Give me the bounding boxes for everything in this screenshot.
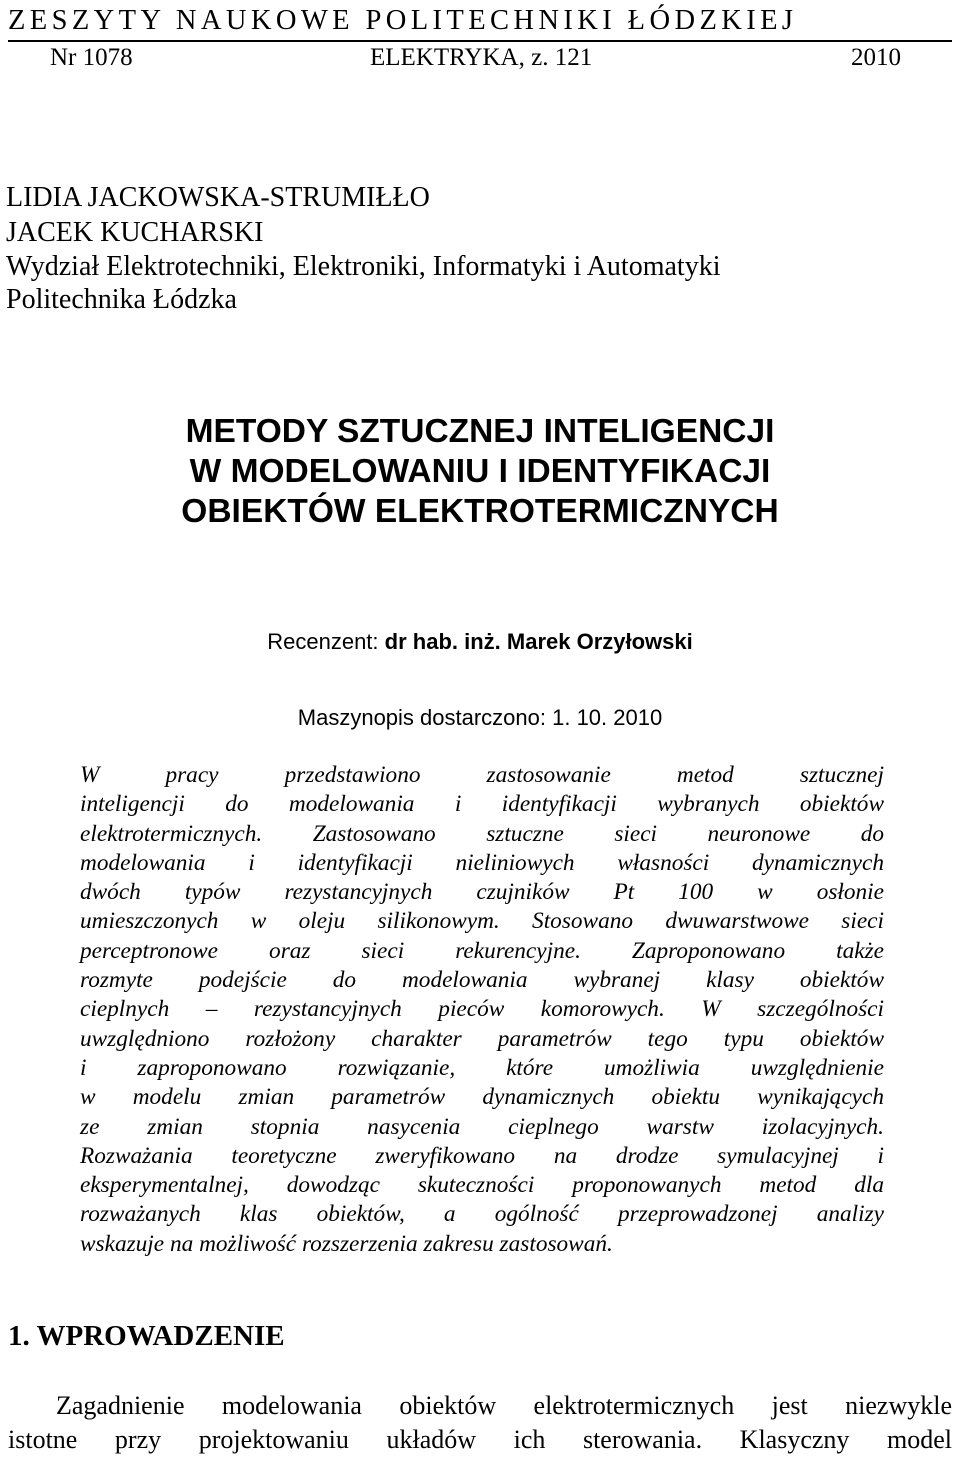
abstract-line: elektrotermicznych. Zastosowano sztuczne sieci neuronowe do bbox=[80, 820, 884, 847]
title-line: W MODELOWANIU I IDENTYFIKACJI bbox=[189, 453, 771, 490]
title-line: METODY SZTUCZNEJ INTELIGENCJI bbox=[185, 413, 775, 450]
authors-block bbox=[6, 180, 946, 316]
abstract-line: inteligencji do modelowania i identyfikacji wybranych obiektów bbox=[80, 791, 884, 818]
abstract-line: Rozważania teoretyczne zweryfikowano na drodze symulacyjnej i bbox=[80, 1142, 884, 1169]
submission-date: Maszynopis dostarczono: 1. 10. 2010 bbox=[297, 705, 663, 730]
abstract bbox=[80, 761, 884, 1259]
reviewer-label: Recenzent: bbox=[267, 629, 379, 654]
reviewer bbox=[0, 627, 960, 657]
abstract-line: W pracy przedstawiono zastosowanie metod sztucznej bbox=[80, 762, 884, 788]
author-name: JACEK KUCHARSKI bbox=[6, 217, 264, 248]
abstract-line: i zaproponowano rozwiązanie, które umożliwia uwzględnienie bbox=[80, 1054, 884, 1081]
affiliation-university: Politechnika Łódzka bbox=[6, 284, 237, 315]
abstract-line: modelowania i identyfikacji nieliniowych własności dynamicznych bbox=[80, 849, 884, 876]
issue-series: ELEKTRYKA, z. 121 bbox=[370, 44, 593, 71]
section-heading: 1. WPROWADZENIE bbox=[8, 1320, 285, 1352]
abstract-line: rozmyte podejście do modelowania wybranej klasy obiektów bbox=[80, 967, 884, 994]
body-text bbox=[8, 1389, 952, 1457]
abstract-line: uwzględniono rozłożony charakter parametrów tego typu obiektów bbox=[80, 1025, 884, 1052]
author-name: LIDIA JACKOWSKA-STRUMIŁŁO bbox=[6, 182, 430, 213]
issue-number: Nr 1078 bbox=[50, 44, 133, 71]
abstract-line: ze zmian stopnia nasycenia cieplnego warstw izolacyjnych. bbox=[80, 1113, 884, 1140]
abstract-line: w modelu zmian parametrów dynamicznych obiektu wynikających bbox=[80, 1084, 884, 1111]
abstract-line: perceptronowe oraz sieci rekurencyjne. Zaproponowano także bbox=[80, 937, 884, 964]
title-line: OBIEKTÓW ELEKTROTERMICZNYCH bbox=[181, 493, 779, 530]
paper-title bbox=[0, 412, 960, 532]
abstract-line: umieszczonych w oleju silikonowym. Stosowano dwuwarstwowe sieci bbox=[80, 908, 884, 935]
body-line: istotne przy projektowaniu układów ich sterowania. Klasyczny model bbox=[8, 1425, 952, 1454]
affiliation-faculty: Wydział Elektrotechniki, Elektroniki, Informatyki i Automatyki bbox=[6, 251, 721, 282]
abstract-line: rozważanych klas obiektów, a ogólność przeprowadzonej analizy bbox=[80, 1201, 884, 1228]
issue-year: 2010 bbox=[851, 44, 901, 71]
reviewer-name: dr hab. inż. Marek Orzyłowski bbox=[384, 629, 693, 654]
abstract-line: cieplnych – rezystancyjnych pieców komorowych. W szczególności bbox=[80, 996, 884, 1023]
abstract-line: eksperymentalnej, dowodząc skuteczności proponowanych metod dla bbox=[80, 1172, 884, 1199]
abstract-line: dwóch typów rezystancyjnych czujników Pt 100 w osłonie bbox=[80, 879, 884, 906]
body-line: Zagadnienie modelowania obiektów elektrotermicznych jest niezwykle bbox=[56, 1391, 952, 1420]
abstract-line: wskazuje na możliwość rozszerzenia zakresu zastosowań. bbox=[80, 1230, 613, 1257]
journal-title: ZESZYTY NAUKOWE POLITECHNIKI ŁÓDZKIEJ bbox=[8, 5, 798, 36]
